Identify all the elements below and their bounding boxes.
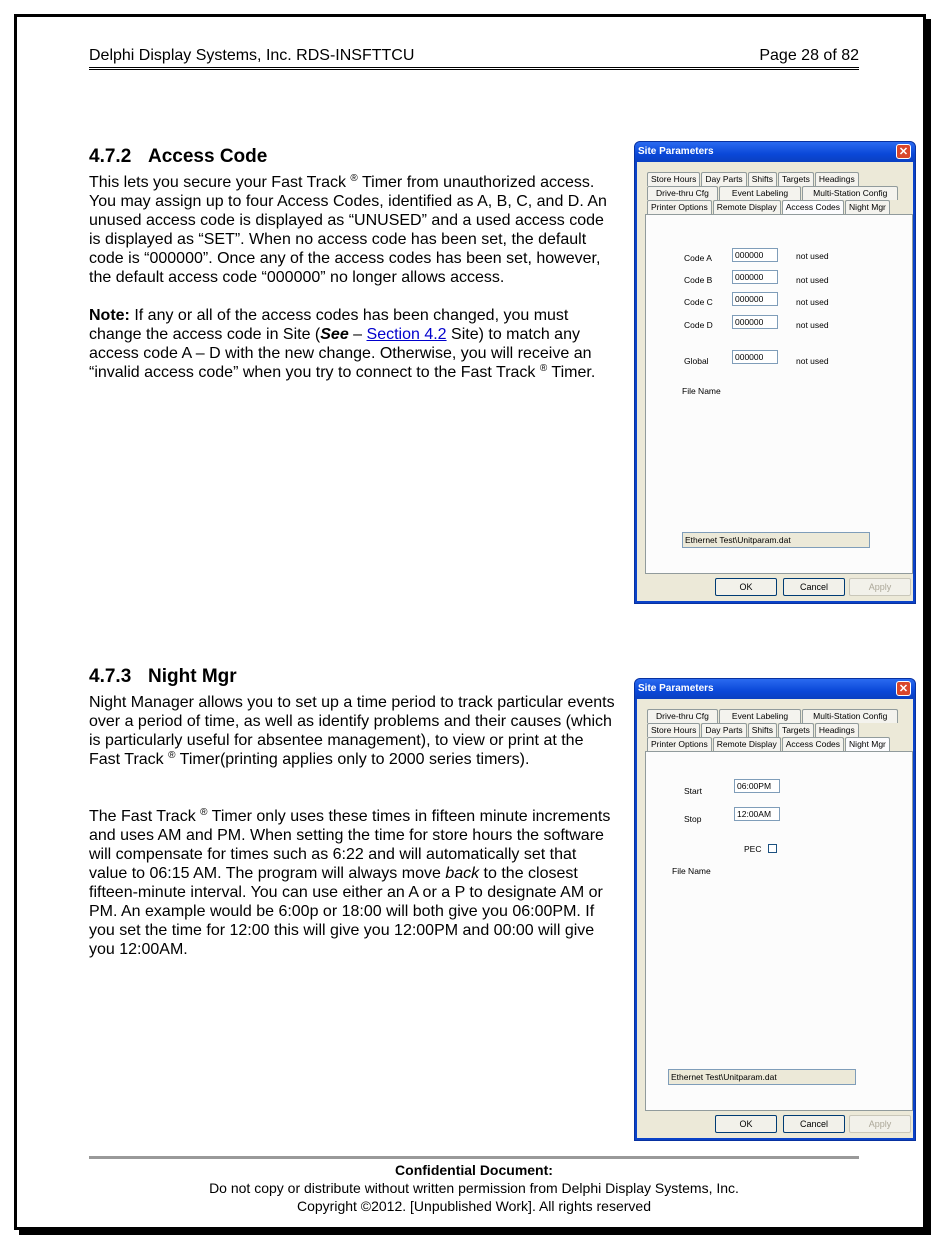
tab-drive-thru-cfg[interactable]: Drive-thru Cfg	[647, 709, 718, 723]
code-d-field[interactable]: 000000	[732, 315, 778, 329]
header-company: Delphi Display Systems, Inc. RDS-INSFTTCU	[89, 47, 415, 64]
tab-access-codes[interactable]: Access Codes	[782, 737, 844, 751]
section-body-access-code	[89, 173, 619, 382]
dialog-title: Site Parameters	[638, 683, 714, 694]
code-b-status: not used	[796, 275, 829, 285]
section-4-2-link[interactable]: Section 4.2	[366, 326, 447, 343]
text: Timer only uses these times in fifteen minute increments and uses AM and PM. When setting the time for store hours the software will compensate for times such as 6:22 and will automatically set that value to 06:15 AM. The program will always move	[89, 808, 611, 882]
section-title: Access Code	[148, 146, 268, 167]
paragraph	[89, 807, 619, 959]
code-d-label: Code D	[684, 320, 713, 330]
pec-checkbox[interactable]	[768, 844, 777, 853]
text: –	[348, 326, 367, 343]
code-a-label: Code A	[684, 253, 712, 263]
tab-printer-options[interactable]: Printer Options	[647, 200, 712, 214]
tab-row-2	[647, 186, 899, 200]
registered-mark: ®	[168, 750, 176, 761]
tab-remote-display[interactable]: Remote Display	[713, 200, 781, 214]
tab-row-1	[647, 172, 899, 186]
dialog-client	[637, 699, 913, 1138]
dialog-client	[637, 162, 913, 601]
dialog-titlebar	[635, 679, 915, 699]
code-b-label: Code B	[684, 275, 713, 285]
tab-event-labeling[interactable]: Event Labeling	[719, 709, 801, 723]
section-number: 4.7.3	[89, 666, 132, 687]
section-title: Night Mgr	[148, 666, 237, 687]
tab-headings[interactable]: Headings	[815, 172, 859, 186]
code-a-field[interactable]: 000000	[732, 248, 778, 262]
tab-store-hours[interactable]: Store Hours	[647, 723, 700, 737]
stop-label: Stop	[684, 814, 702, 824]
tab-shifts[interactable]: Shifts	[748, 172, 777, 186]
note-label: Note:	[89, 307, 130, 324]
text: to the closest fifteen-minute interval. You can use either an A or a P to designate AM or PM. An example would be 6:00p or 18:00 will both give you 06:00PM. If you set the time for 12:00 this will give you 12:00PM and 00:00 will give you 12:00AM.	[89, 865, 603, 958]
code-c-label: Code C	[684, 297, 713, 307]
header-rule	[89, 67, 859, 70]
section-heading-access-code	[89, 146, 267, 168]
tab-night-mgr[interactable]: Night Mgr	[845, 200, 890, 214]
tab-night-mgr[interactable]: Night Mgr	[845, 737, 890, 751]
site-parameters-dialog-access-codes	[634, 141, 916, 604]
section-number: 4.7.2	[89, 146, 132, 167]
tab-drive-thru-cfg[interactable]: Drive-thru Cfg	[647, 186, 718, 200]
footer-confidential: Confidential Document:	[395, 1162, 553, 1178]
pec-label: PEC	[744, 844, 762, 854]
file-name-label: File Name	[672, 866, 711, 876]
global-label: Global	[684, 356, 709, 366]
global-field[interactable]: 000000	[732, 350, 778, 364]
code-c-status: not used	[796, 297, 829, 307]
text: Timer.	[547, 364, 596, 381]
paragraph	[89, 173, 619, 287]
tab-panel	[645, 214, 913, 574]
text: Timer(printing applies only to 2000 series timers).	[175, 751, 530, 768]
tab-strip	[647, 172, 899, 214]
code-d-status: not used	[796, 320, 829, 330]
section-body-night-mgr	[89, 693, 619, 959]
tab-headings[interactable]: Headings	[815, 723, 859, 737]
footer-notice: Do not copy or distribute without written permission from Delphi Display Systems, Inc.	[209, 1180, 739, 1196]
footer-copyright: Copyright ©2012. [Unpublished Work]. All rights reserved	[296, 1198, 651, 1214]
tab-row-1	[647, 709, 899, 723]
start-label: Start	[684, 786, 702, 796]
tab-multi-station-config[interactable]: Multi-Station Config	[802, 709, 898, 723]
registered-mark: ®	[200, 807, 208, 818]
tab-access-codes[interactable]: Access Codes	[782, 200, 844, 214]
file-path-field: Ethernet Test\Unitparam.dat	[682, 532, 870, 548]
tab-panel	[645, 751, 913, 1111]
tab-event-labeling[interactable]: Event Labeling	[719, 186, 801, 200]
header-page-number: Page 28 of 82	[759, 47, 859, 64]
file-path-field: Ethernet Test\Unitparam.dat	[668, 1069, 856, 1085]
see-emphasis: See	[320, 326, 349, 343]
tab-row-2	[647, 723, 899, 737]
code-b-field[interactable]: 000000	[732, 270, 778, 284]
site-parameters-dialog-night-mgr	[634, 678, 916, 1141]
text: If any or all of the access codes has been changed, you must change the access code in Site (	[89, 307, 569, 343]
text: This lets you secure your Fast Track	[89, 174, 351, 191]
global-status: not used	[796, 356, 829, 366]
cancel-button[interactable]: Cancel	[783, 1115, 845, 1133]
text: Night Manager allows you to set up a time period to track particular events over a period of time, as well as identify problems and their causes (which is particularly useful for absentee management), to view or print at the Fast Track	[89, 694, 615, 768]
tab-targets[interactable]: Targets	[778, 723, 814, 737]
text: The Fast Track	[89, 808, 201, 825]
code-c-field[interactable]: 000000	[732, 292, 778, 306]
tab-printer-options[interactable]: Printer Options	[647, 737, 712, 751]
dialog-title: Site Parameters	[638, 146, 714, 157]
dialog-titlebar	[635, 142, 915, 162]
tab-row-3	[647, 737, 899, 751]
close-icon[interactable]: ✕	[896, 144, 911, 159]
tab-store-hours[interactable]: Store Hours	[647, 172, 700, 186]
tab-targets[interactable]: Targets	[778, 172, 814, 186]
tab-shifts[interactable]: Shifts	[748, 723, 777, 737]
tab-remote-display[interactable]: Remote Display	[713, 737, 781, 751]
paragraph	[89, 693, 619, 769]
tab-day-parts[interactable]: Day Parts	[701, 172, 746, 186]
back-emphasis: back	[445, 865, 480, 882]
tab-multi-station-config[interactable]: Multi-Station Config	[802, 186, 898, 200]
code-a-status: not used	[796, 251, 829, 261]
apply-button[interactable]: Apply	[849, 578, 911, 596]
ok-button[interactable]: OK	[715, 1115, 777, 1133]
text: Timer from unauthorized access. You may assign up to four Access Codes, identified as A, B, C, and D. An unused access code is displayed as “UNUSED” and a used access code is displayed as “SET”. When no access code has been set, the default code is “000000”. Once any of the access codes has been set, however, the default access code “000000” no longer allows access.	[89, 174, 607, 286]
cancel-button[interactable]: Cancel	[783, 578, 845, 596]
registered-mark: ®	[539, 363, 548, 374]
text: Site) to match any access code A – D with the new change. Otherwise, you will receive an “invalid access code” when you try to connect to the Fast Track	[89, 326, 592, 381]
tab-row-3	[647, 200, 899, 214]
footer-rule	[89, 1156, 859, 1159]
stop-time-field[interactable]: 12:00AM	[734, 807, 780, 821]
tab-strip	[647, 709, 899, 751]
tab-day-parts[interactable]: Day Parts	[701, 723, 746, 737]
apply-button[interactable]: Apply	[849, 1115, 911, 1133]
note-paragraph	[89, 306, 619, 382]
ok-button[interactable]: OK	[715, 578, 777, 596]
start-time-field[interactable]: 06:00PM	[734, 779, 780, 793]
file-name-label: File Name	[682, 386, 721, 396]
close-icon[interactable]: ✕	[896, 681, 911, 696]
registered-mark: ®	[350, 173, 358, 184]
section-heading-night-mgr	[89, 666, 237, 688]
